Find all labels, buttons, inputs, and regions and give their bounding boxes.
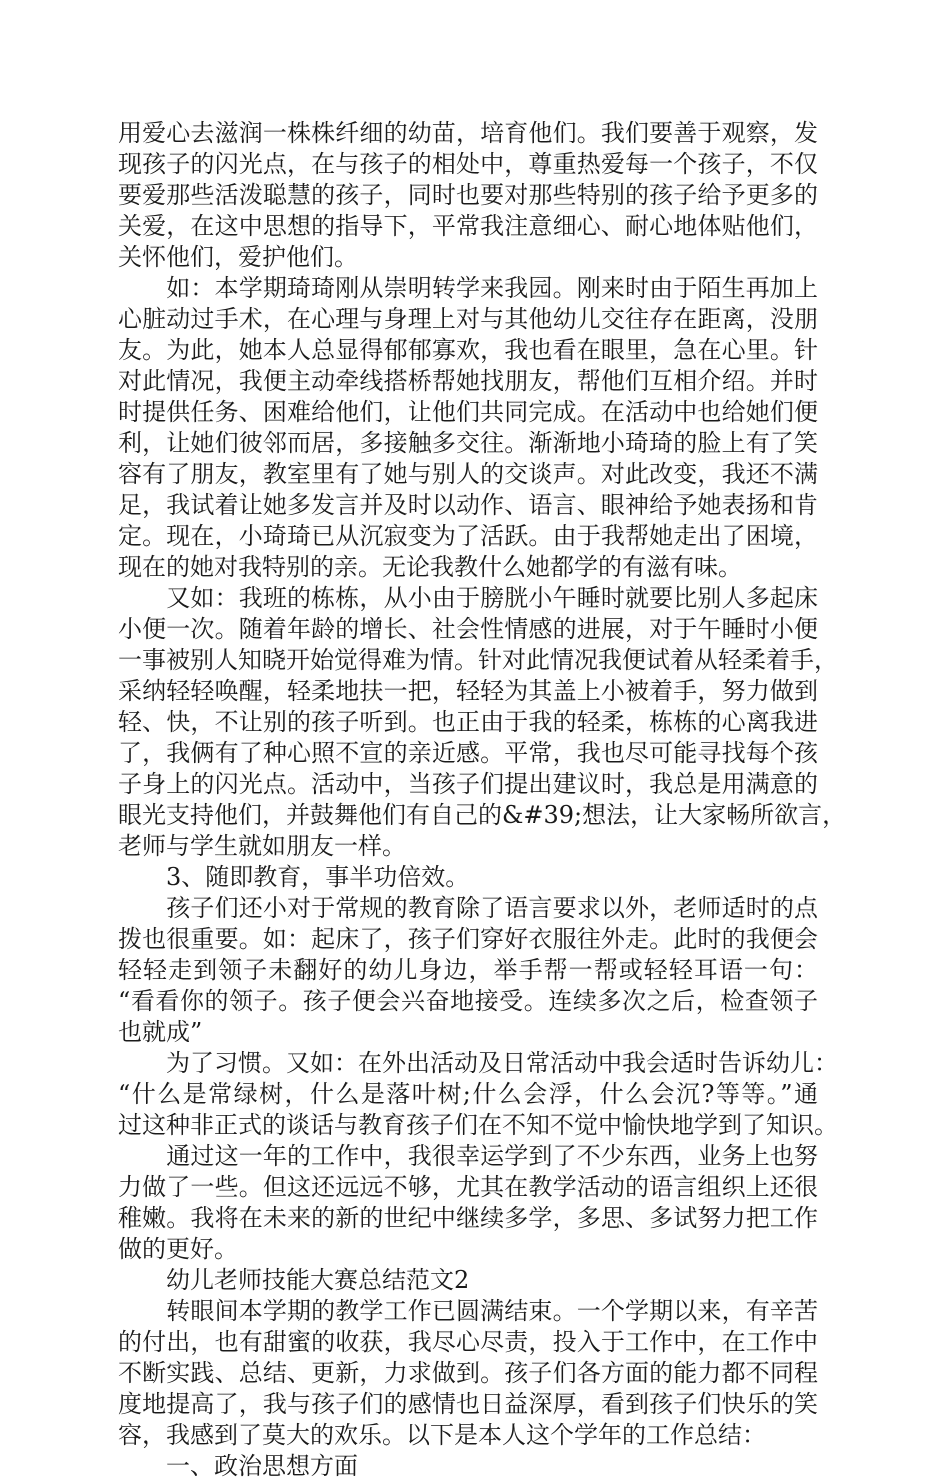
text-line: 现孩子的闪光点，在与孩子的相处中，尊重热爱每一个孩子，不仅 — [118, 150, 818, 178]
text-line: 利，让她们彼邻而居，多接触多交往。渐渐地小琦琦的脸上有了笑 — [118, 429, 818, 457]
text-line: 关怀他们，爱护他们。 — [118, 243, 358, 271]
text-line: 转眼间本学期的教学工作已圆满结束。一个学期以来，有辛苦 — [118, 1297, 818, 1325]
text-line: 做的更好。 — [118, 1235, 238, 1263]
text-line: 为了习惯。又如：在外出活动及日常活动中我会适时告诉幼儿： — [118, 1049, 838, 1077]
text-line: 要爱那些活泼聪慧的孩子，同时也要对那些特别的孩子给予更多的 — [118, 181, 818, 209]
text-line: 时提供任务、困难给他们，让他们共同完成。在活动中也给她们便 — [118, 398, 818, 426]
text-line: 不断实践、总结、更新，力求做到。孩子们各方面的能力都不同程 — [118, 1359, 818, 1387]
text-line: 子身上的闪光点。活动中，当孩子们提出建议时，我总是用满意的 — [118, 770, 818, 798]
text-line: 关爱，在这中思想的指导下，平常我注意细心、耐心地体贴他们， — [118, 212, 818, 240]
text-line: 轻、快，不让别的孩子听到。也正由于我的轻柔，栋栋的心离我进 — [118, 708, 818, 736]
text-line: 定。现在，小琦琦已从沉寂变为了活跃。由于我帮她走出了困境， — [118, 522, 818, 550]
text-line: 拨也很重要。如：起床了，孩子们穿好衣服往外走。此时的我便会 — [118, 925, 818, 953]
text-line: 又如：我班的栋栋，从小由于膀胱小午睡时就要比别人多起床 — [118, 584, 818, 612]
text-line: 眼光支持他们，并鼓舞他们有自己的&#39;想法，让大家畅所欲言， — [118, 801, 847, 829]
text-line: 3、随即教育，事半功倍效。 — [118, 863, 470, 891]
text-line: “什么是常绿树，什么是落叶树;什么会浮，什么会沉?等等。”通 — [118, 1080, 818, 1108]
text-line: 通过这一年的工作中，我很幸运学到了不少东西，业务上也努 — [118, 1142, 818, 1170]
text-line: 友。为此，她本人总显得郁郁寡欢，我也看在眼里，急在心里。针 — [118, 336, 818, 364]
text-line: 了，我俩有了种心照不宣的亲近感。平常，我也尽可能寻找每个孩 — [118, 739, 818, 767]
text-line: 孩子们还小对于常规的教育除了语言要求以外，老师适时的点 — [118, 894, 818, 922]
text-line: 的付出，也有甜蜜的收获，我尽心尽责，投入于工作中，在工作中 — [118, 1328, 818, 1356]
text-line: 小便一次。随着年龄的增长、社会性情感的进展，对于午睡时小便 — [118, 615, 818, 643]
text-line: “看看你的领子。孩子便会兴奋地接受。连续多次之后，检查领子 — [118, 987, 818, 1015]
text-line: 容有了朋友，教室里有了她与别人的交谈声。对此改变，我还不满 — [118, 460, 818, 488]
text-line: 心脏动过手术，在心理与身理上对与其他幼儿交往存在距离，没朋 — [118, 305, 818, 333]
text-line: 轻轻走到领子未翻好的幼儿身边，举手帮一帮或轻轻耳语一句： — [118, 956, 818, 984]
text-line: 老师与学生就如朋友一样。 — [118, 832, 406, 860]
text-line: 容，我感到了莫大的欢乐。以下是本人这个学年的工作总结： — [118, 1421, 766, 1449]
text-line: 一事被别人知晓开始觉得难为情。针对此情况我便试着从轻柔着手， — [118, 646, 838, 674]
text-line: 也就成” — [118, 1018, 203, 1046]
text-line: 一、政治思想方面 — [118, 1452, 358, 1480]
text-line: 足，我试着让她多发言并及时以动作、语言、眼神给予她表扬和肯 — [118, 491, 818, 519]
text-line: 采纳轻轻唤醒，轻柔地扶一把，轻轻为其盖上小被着手，努力做到 — [118, 677, 818, 705]
text-line: 稚嫩。我将在未来的新的世纪中继续多学，多思、多试努力把工作 — [118, 1204, 818, 1232]
text-line: 度地提高了，我与孩子们的感情也日益深厚，看到孩子们快乐的笑 — [118, 1390, 818, 1418]
text-line: 过这种非正式的谈话与教育孩子们在不知不觉中愉快地学到了知识。 — [118, 1111, 838, 1139]
text-line: 用爱心去滋润一株株纤细的幼苗，培育他们。我们要善于观察，发 — [118, 119, 818, 147]
text-line: 力做了一些。但这还远远不够，尤其在教学活动的语言组织上还很 — [118, 1173, 818, 1201]
text-line: 幼儿老师技能大赛总结范文2 — [118, 1266, 470, 1294]
text-line: 如：本学期琦琦刚从崇明转学来我园。刚来时由于陌生再加上 — [118, 274, 818, 302]
text-line: 现在的她对我特别的亲。无论我教什么她都学的有滋有味。 — [118, 553, 742, 581]
text-line: 对此情况，我便主动牵线搭桥帮她找朋友，帮他们互相介绍。并时 — [118, 367, 818, 395]
document-page — [118, 118, 847, 1482]
